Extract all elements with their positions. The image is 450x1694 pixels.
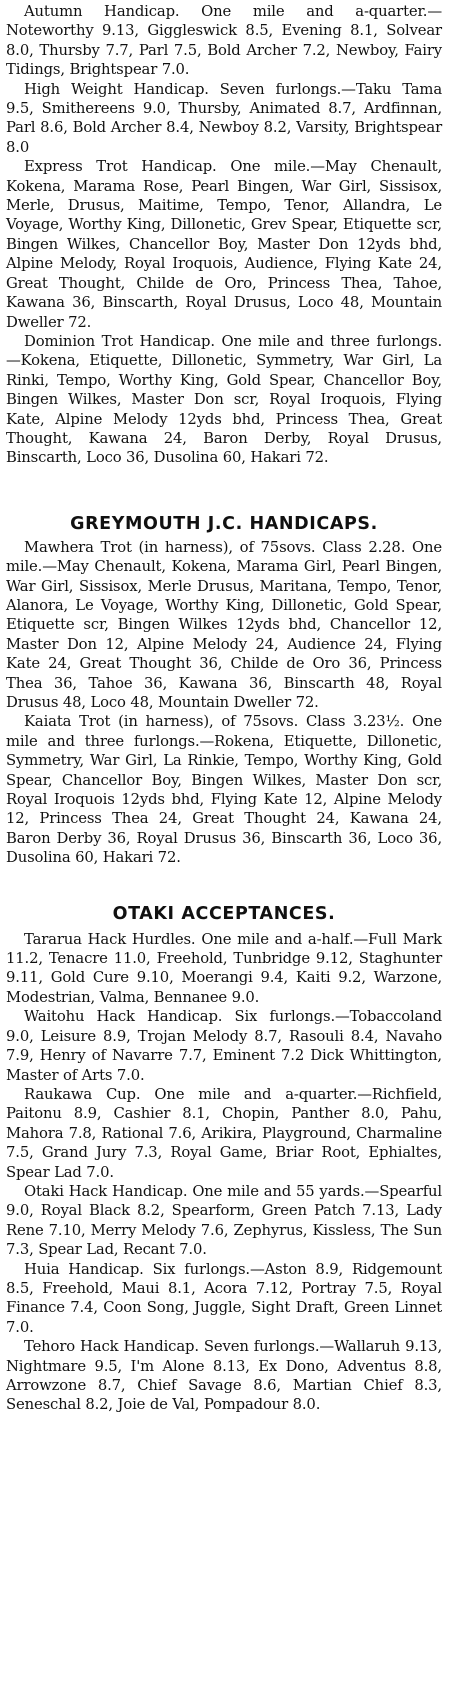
race-entry-dominion-trot-handicap: Dominion Trot Handicap. One mile and three furlongs.—Kokena, Etiquette, Dillonetic, Symmetry, War Girl, La Rinki, Tempo, Worthy King, Gold Spear, Chancellor Boy, Bingen Wilkes, Master Don scr, Royal Iroquois, Flying Kate, Alpine Melody 12yds bhd, Princess Thea, Great Thought, Kawana 24, Baron Derby, Royal Drusus, Binscarth, Loco 36, Dusolina 60, Hakari 72. [6, 332, 442, 467]
race-entry-otaki-hack-handicap: Otaki Hack Handicap. One mile and 55 yards.—Spearful 9.0, Royal Black 8.2, Spearform, Green Patch 7.13, Lady Rene 7.10, Merry Melody 7.6, Zephyrus, Kissless, The Sun 7.3, Spear Lad, Recant 7.0. [6, 1182, 442, 1259]
race-entry-huia-handicap: Huia Handicap. Six furlongs.—Aston 8.9, Ridgemount 8.5, Freehold, Maui 8.1, Acora 7.12, Portray 7.5, Royal Finance 7.4, Coon Song, Juggle, Sight Draft, Green Linnet 7.0. [6, 1260, 442, 1336]
race-entry-tehoro-hack-handicap: Tehoro Hack Handicap. Seven furlongs.—Wallaruh 9.13, Nightmare 9.5, I'm Alone 8.13, Ex Dono, Adventus 8.8, Arrowzone 8.7, Chief Savage 8.6, Martian Chief 8.3, Seneschal 8.2, Joie de Val, Pompadour 8.0. [6, 1338, 442, 1414]
race-entry-tararua-hack-hurdles: Tararua Hack Hurdles. One mile and a-half.—Full Mark 11.2, Tenacre 11.0, Freehold, Tunbridge 9.12, Staghunter 9.11, Gold Cure 9.10, Moerangi 9.4, Kaiti 9.2, Warzone, Modestrian, Valma, Bennanee 9.0. [6, 930, 442, 1006]
race-entry-kaiata-trot: Kaiata Trot (in harness), of 75sovs. Class 3.23½. One mile and three furlongs.—Rokena, Etiquette, Dillonetic, Symmetry, War Girl, La Rinkie, Tempo, Worthy King, Gold Spear, Chancellor Boy, Bingen Wilkes, Master Don scr, Royal Iroquois 12yds bhd, Flying Kate 12, Alpine Melody 12, Princess Thea 24, Great Thought 24, Kawana 24, Baron Derby 36, Royal Drusus 36, Binscarth 36, Loco 36, Dusolina 60, Hakari 72. [6, 713, 442, 867]
section-heading-otaki: OTAKI ACCEPTANCES. [112, 903, 336, 924]
otaki-acceptances-section [6, 903, 442, 1415]
race-entry-autumn-handicap: Autumn Handicap. One mile and a-quarter.—Noteworthy 9.13, Giggleswick 8.5, Evening 8.1, Solvear 8.0, Thursby 7.7, Parl 7.5, Bold Archer 7.2, Newboy, Fairy Tidings, Brightspear 7.0. [6, 3, 442, 79]
race-entry-mawhera-trot: Mawhera Trot (in harness), of 75sovs. Class 2.28. One mile.—May Chenault, Kokena, Marama Girl, Pearl Bingen, War Girl, Sissisox, Merle Drusus, Maritana, Tempo, Tenor, Alanora, Le Voyage, Worthy King, Dillonetic, Gold Spear, Etiquette scr, Bingen Wilkes 12yds bhd, Chancellor 12, Master Don 12, Alpine Melody 24, Audience 24, Flying Kate 24, Great Thought 36, Childe de Oro 36, Princess Thea 36, Tahoe 36, Kawana 36, Binscarth 48, Royal Drusus 48, Loco 48, Mountain Dweller 72. [6, 538, 442, 711]
race-entry-high-weight-handicap: High Weight Handicap. Seven furlongs.—Taku Tama 9.5, Smithereens 9.0, Thursby, Animated 8.7, Ardfinnan, Parl 8.6, Bold Archer 8.4, Newboy 8.2, Varsity, Brightspear 8.0 [6, 80, 442, 156]
race-entry-waitohu-hack-handicap: Waitohu Hack Handicap. Six furlongs.—Tobaccoland 9.0, Leisure 8.9, Trojan Melody 8.7, Rasouli 8.4, Navaho 7.9, Henry of Navarre 7.7, Eminent 7.2 Dick Whittington, Master of Arts 7.0. [6, 1008, 442, 1084]
race-entry-raukawa-cup: Raukawa Cup. One mile and a-quarter.—Richfield, Paitonu 8.9, Cashier 8.1, Chopin, Panther 8.0, Pahu, Mahora 7.8, Rational 7.6, Arikira, Playground, Charmaline 7.5, Grand Jury 7.3, Royal Game, Briar Root, Ephialtes, Spear Lad 7.0. [6, 1085, 442, 1181]
greymouth-handicaps-section [6, 513, 442, 868]
racing-handicaps-section [6, 0, 442, 468]
section-heading-greymouth: GREYMOUTH J.C. HANDICAPS. [70, 513, 378, 534]
race-entry-express-trot-handicap: Express Trot Handicap. One mile.—May Chenault, Kokena, Marama Rose, Pearl Bingen, War Girl, Sissisox, Merle, Drusus, Maitime, Tempo, Tenor, Allandra, Le Voyage, Worthy King, Dillonetic, Grev Spear, Etiquette scr, Bingen Wilkes, Chancellor Boy, Master Don 12yds bhd, Alpine Melody, Royal Iroquois, Audience, Flying Kate 24, Great Thought, Childe de Oro, Princess Thea, Tahoe, Kawana 36, Binscarth, Royal Drusus, Loco 48, Mountain Dweller 72. [6, 158, 442, 331]
